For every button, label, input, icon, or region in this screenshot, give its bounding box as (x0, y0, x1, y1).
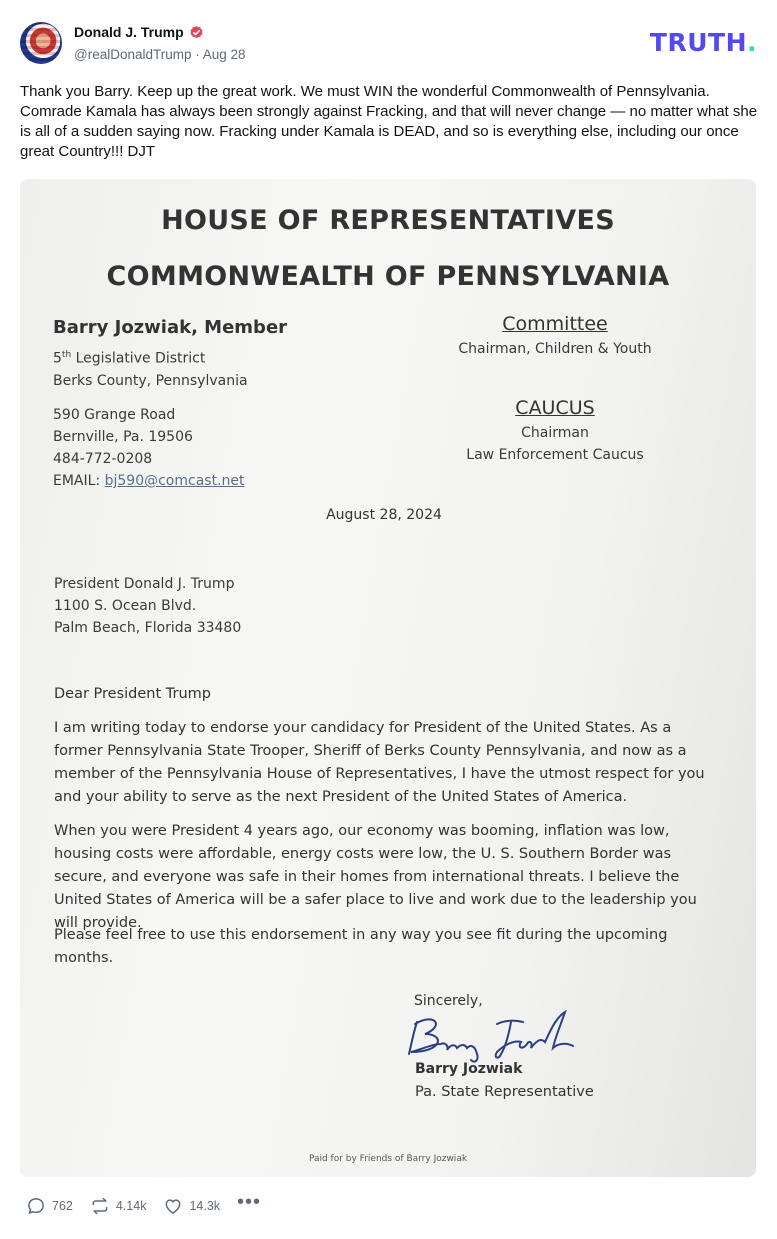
district-text: Legislative District (71, 350, 206, 367)
addressee-street: 1100 S. Ocean Blvd. (54, 598, 197, 614)
more-options-button[interactable]: ••• (237, 1191, 262, 1213)
reply-button[interactable] (26, 1196, 73, 1216)
committee-title: Committee (502, 313, 608, 335)
letter-date: August 28, 2024 (326, 507, 442, 523)
address-city: Bernville, Pa. 19506 (53, 429, 193, 445)
letter-paragraph-2: When you were President 4 years ago, our economy was booming, inflation was low, housing costs were affordable, energy costs were low, the U. S. Southern Border was secure, and everyone was safe in their homes from international threats. I believe the United States of America will be a safer place to live and work due to the leadership you will provide. (54, 823, 697, 931)
letterhead-commonwealth: COMMONWEALTH OF PENNSYLVANIA (106, 261, 670, 292)
reply-icon (26, 1196, 46, 1216)
like-count: 14.3k (189, 1199, 221, 1213)
committee-role: Chairman, Children & Youth (458, 341, 652, 357)
letterhead-house: HOUSE OF REPRESENTATIVES (161, 205, 615, 236)
like-icon (163, 1196, 183, 1216)
addressee-name: President Donald J. Trump (54, 576, 235, 592)
addressee-city: Palm Beach, Florida 33480 (54, 620, 242, 636)
member-info (53, 317, 287, 392)
retruth-count: 4.14k (115, 1199, 147, 1213)
handle-separator: · (195, 47, 200, 62)
post-header (20, 20, 757, 66)
retruth-icon (90, 1196, 110, 1216)
letter-image[interactable] (20, 179, 756, 1177)
phone-number: 484-772-0208 (53, 451, 153, 467)
signer-name: Barry Jozwiak (415, 1061, 523, 1077)
letter-paragraph-1: I am writing today to endorse your candidacy for President of the United States. As a former Pennsylvania State Trooper, Sheriff of Berks County Pennsylvania, and now as a member of the Pennsylvania House of Representatives, I have the utmost respect for you and your ability to serve as the next President of the United States of America. (54, 720, 705, 805)
letter-paragraph-3: Please feel free to use this endorsement in any way you see fit during the upcoming months. (54, 927, 668, 966)
like-button[interactable] (163, 1196, 220, 1216)
author-handle[interactable]: @realDonaldTrump (74, 47, 192, 62)
district-suffix: th (61, 350, 72, 360)
post-date[interactable]: Aug 28 (202, 47, 246, 62)
closing: Sincerely, (414, 993, 483, 1009)
author-name-line (74, 24, 204, 40)
author-handle-line (74, 47, 246, 62)
verified-badge-icon (189, 25, 204, 40)
email-label: EMAIL: (53, 473, 105, 489)
author-display-name[interactable]: Donald J. Trump (74, 24, 184, 40)
signature-image (405, 1004, 590, 1066)
committee-info (430, 313, 680, 360)
truth-social-logo[interactable] (650, 28, 757, 57)
retruth-button[interactable] (90, 1196, 147, 1216)
district-number: 5 (53, 350, 62, 367)
salutation: Dear President Trump (54, 686, 211, 702)
caucus-info (430, 397, 680, 466)
member-district (53, 344, 287, 370)
email-address: bj590@comcast.net (104, 473, 245, 489)
member-name: Barry Jozwiak, Member (53, 317, 288, 338)
addressee (54, 573, 241, 639)
address-street: 590 Grange Road (53, 407, 176, 423)
truth-logo-dot: . (747, 28, 757, 57)
post-text: Thank you Barry. Keep up the great work. We must WIN the wonderful Commonwealth of Pennsylvania. Comrade Kamala has always been strongly against Fracking, and that will never change — no matter what she is all of a sudden saying now. Fracking under Kamala is DEAD, and so is everything else, including our once great Country!!! DJT (20, 83, 758, 160)
signer-title: Pa. State Representative (415, 1084, 594, 1100)
reply-count: 762 (52, 1199, 73, 1213)
member-address (53, 404, 245, 492)
paid-for-disclaimer: Paid for by Friends of Barry Jozwiak (308, 1154, 468, 1164)
caucus-role: Chairman (521, 425, 589, 441)
caucus-name: Law Enforcement Caucus (466, 447, 644, 463)
member-county: Berks County, Pennsylvania (53, 372, 248, 389)
post-actions (26, 1191, 262, 1216)
truth-logo-text: TRUTH (649, 28, 747, 57)
avatar[interactable] (20, 22, 62, 64)
caucus-title: CAUCUS (515, 397, 595, 419)
email-line (53, 470, 245, 492)
